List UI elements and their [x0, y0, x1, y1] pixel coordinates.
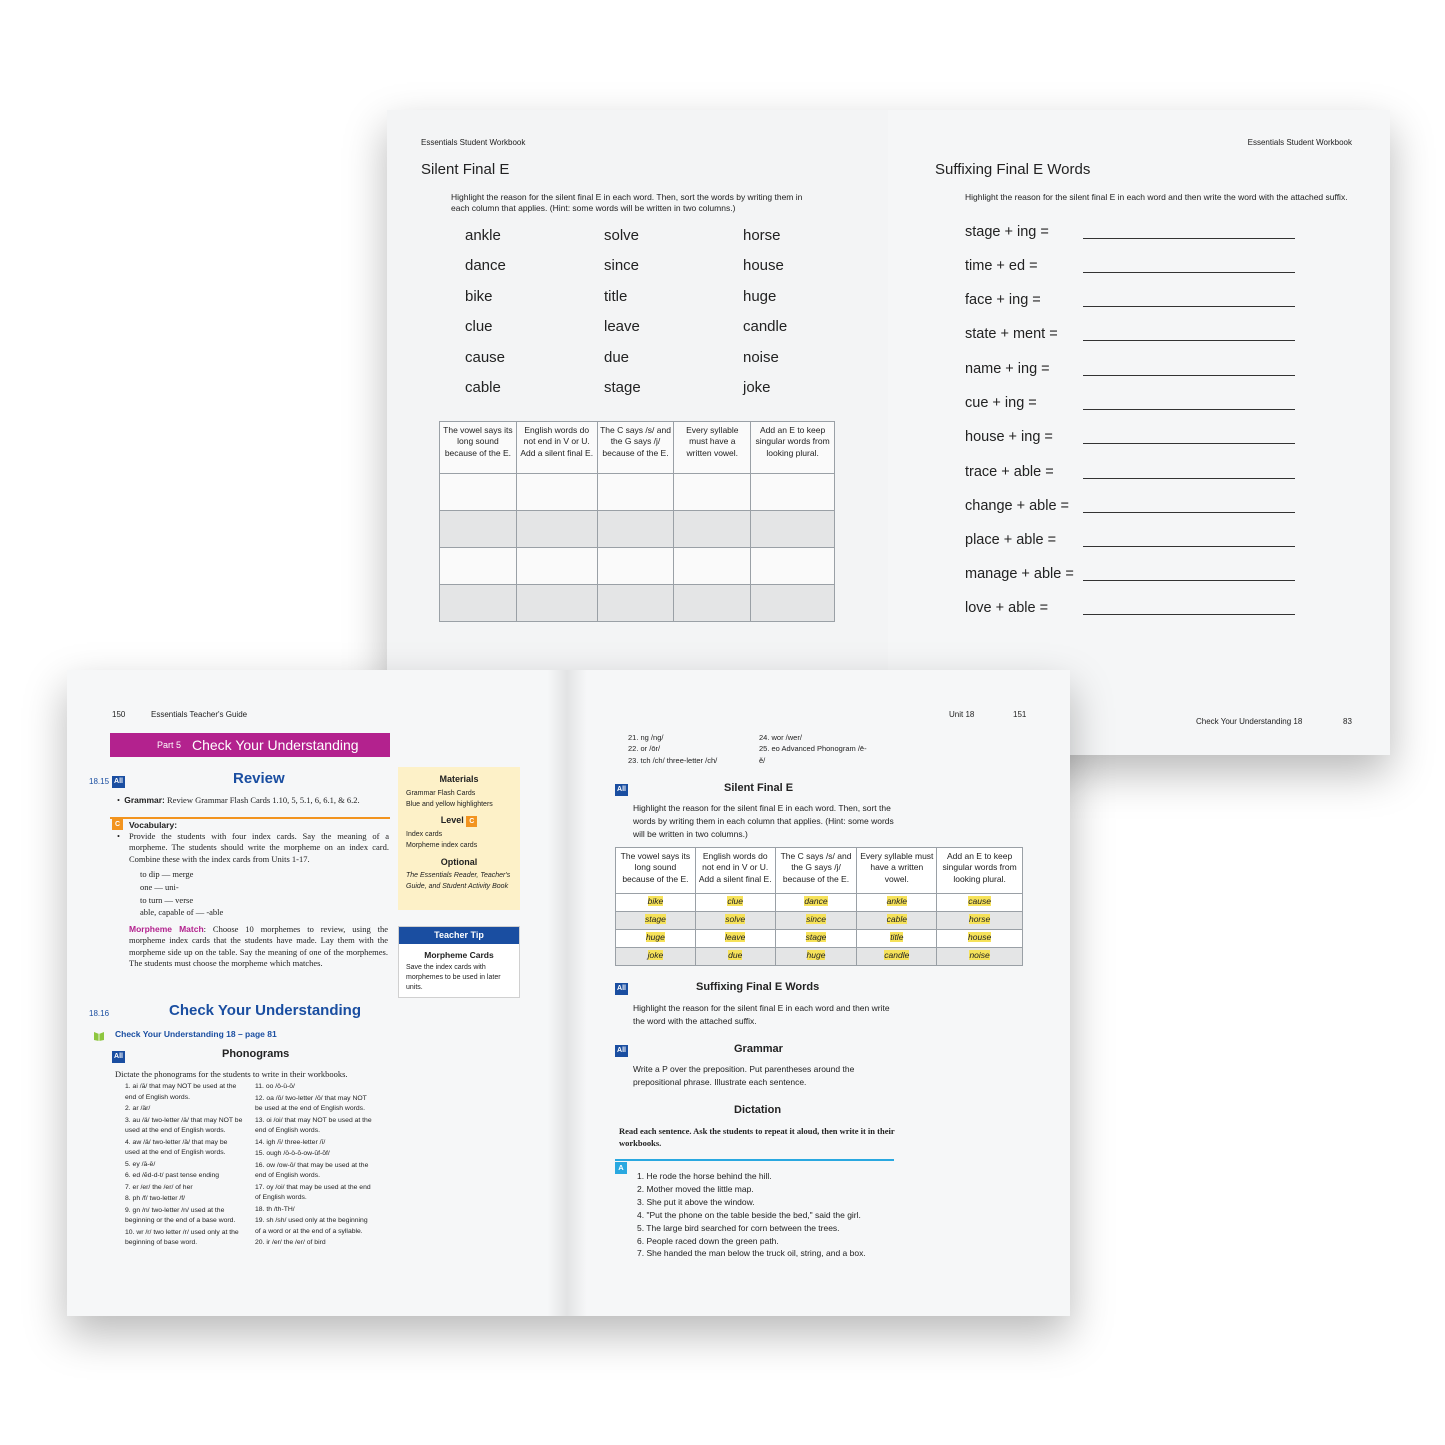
- table-cell: title: [857, 930, 937, 948]
- suffix-list: [965, 224, 1305, 644]
- answer-line[interactable]: [1083, 340, 1295, 341]
- table-cell[interactable]: [674, 511, 751, 548]
- all-badge: All: [615, 1045, 628, 1057]
- page-header: Essentials Student Workbook: [1247, 138, 1352, 147]
- materials-item: Grammar Flash Cards: [406, 790, 476, 797]
- table-cell[interactable]: [751, 548, 835, 585]
- phonogram-item: 22. or /ōr/: [628, 744, 661, 754]
- c-badge: C: [112, 819, 123, 830]
- phonograms-intro: Dictate the phonograms for the students to write in their workbooks.: [115, 1069, 348, 1079]
- sentence: 2. Mother moved the little map.: [637, 1183, 754, 1194]
- table-cell: cause: [937, 894, 1023, 912]
- word: dance: [465, 257, 506, 275]
- table-header: Add an E to keep singular words from looking plural.: [937, 848, 1023, 894]
- sentence: 5. The large bird searched for corn between the trees.: [637, 1222, 840, 1233]
- word-column-3: [743, 227, 787, 409]
- workbook-left-page: [387, 110, 888, 755]
- phonogram-item: 18. th /th-TH/: [255, 1205, 295, 1213]
- table-header: English words do not end in V or U. Add a silent final E.: [516, 422, 597, 474]
- vocab-list: [140, 868, 223, 919]
- answer-table: [615, 847, 1023, 966]
- dictation-intro: Read each sentence. Ask the students to repeat it aloud, then write it in their workbooks.: [619, 1126, 895, 1149]
- level-heading: [398, 815, 520, 827]
- suffix-item: time + ed =: [965, 258, 1038, 274]
- book-icon: [94, 1028, 104, 1038]
- suffix-item: name + ing =: [965, 361, 1050, 377]
- table-header: Every syllable must have a written vowel.: [674, 422, 751, 474]
- morpheme-label: Morpheme Match: [129, 924, 204, 934]
- sentence: 6. People raced down the green path.: [637, 1235, 779, 1246]
- suffix-item: stage + ing =: [965, 224, 1049, 240]
- table-cell: huge: [616, 930, 696, 948]
- answer-line[interactable]: [1083, 546, 1295, 547]
- table-cell[interactable]: [440, 511, 517, 548]
- word: house: [743, 257, 784, 275]
- phonogram-item: 15. ough /ō-ö-ŏ-ow-ŭf-ŏf/: [255, 1150, 330, 1158]
- suffix-item: manage + able =: [965, 566, 1074, 582]
- table-cell[interactable]: [674, 474, 751, 511]
- phonogram-column-1: [125, 1082, 243, 1250]
- teacher-tip-text: Save the index cards with morphemes to be used in later units.: [406, 964, 501, 992]
- phonogram-item: 17. oy /oi/ that may be used at the end of English words.: [255, 1183, 371, 1202]
- sort-table: [439, 421, 835, 622]
- suffix-text: Highlight the reason for the silent final E in each word and then write the word with the attached suffix.: [633, 1003, 890, 1026]
- instructions: Highlight the reason for the silent final E in each word and then write the word with the attached suffix.: [965, 192, 1348, 202]
- table-cell: huge: [775, 948, 857, 966]
- phonogram-item: 10. wr /r/ two letter /r/ used only at the beginning of base word.: [125, 1228, 239, 1247]
- teacher-tip-title: Morpheme Cards: [424, 950, 494, 960]
- suffix-item: state + ment =: [965, 326, 1058, 342]
- word: ankle: [465, 227, 501, 244]
- phonogram-item: 12. oa /ō/ two-letter /ō/ that may NOT be used at the end of English words.: [255, 1094, 367, 1113]
- phonogram-item: 5. ey /ā-ē/: [125, 1160, 156, 1168]
- table-cell: ankle: [857, 894, 937, 912]
- table-cell[interactable]: [597, 548, 674, 585]
- table-header: The C says /s/ and the G says /j/ because of the E.: [775, 848, 857, 894]
- phonogram-item: 13. oi /oi/ that may NOT be used at the end of English words.: [255, 1116, 372, 1135]
- part-banner: [110, 733, 390, 757]
- word-column-1: [465, 227, 506, 409]
- phonogram-item: 24. wor /wer/: [759, 733, 802, 742]
- phonogram-item: 6. ed /ĕd-d-t/ past tense ending: [125, 1172, 220, 1180]
- vocab-item: able, capable of — -able: [140, 907, 224, 918]
- answer-line[interactable]: [1083, 238, 1295, 239]
- answer-line[interactable]: [1083, 409, 1295, 410]
- level-item: Morpheme index cards: [406, 842, 478, 850]
- spine-shadow: [547, 670, 587, 1316]
- answer-line[interactable]: [1083, 478, 1295, 479]
- table-cell: since: [775, 912, 857, 930]
- suffix-title: Suffixing Final E Words: [696, 981, 820, 993]
- part-title: Check Your Understanding: [192, 737, 359, 753]
- phonogram-item: 25. eo Advanced Phonogram /ē-ĕ/: [759, 744, 867, 765]
- vocab-item: to turn — verse: [140, 894, 194, 905]
- word: clue: [465, 318, 493, 336]
- word: stage: [604, 378, 641, 396]
- table-cell[interactable]: [674, 548, 751, 585]
- grammar-label: Grammar:: [124, 795, 165, 805]
- word: candle: [743, 318, 788, 336]
- level-list: [406, 829, 477, 851]
- grammar-title: Grammar: [734, 1043, 783, 1055]
- phonogram-item: 7. er /er/ the /er/ of her: [125, 1183, 193, 1191]
- a-badge: A: [615, 1162, 627, 1174]
- table-cell[interactable]: [751, 474, 835, 511]
- word-column-2: [604, 227, 641, 409]
- morpheme-text: : Choose 10 morphemes to review, using the morpheme index cards that the students have made. Lay them with the morpheme side up on the table. Say the meaning of one of the morphemes. The students must choose the morpheme which matches.: [129, 924, 388, 969]
- table-cell[interactable]: [597, 474, 674, 511]
- table-cell: stage: [775, 930, 857, 948]
- answer-line[interactable]: [1083, 614, 1295, 615]
- footer-page-number: 83: [1343, 717, 1352, 726]
- word: horse: [743, 227, 781, 244]
- sentence: 4. "Put the phone on the table beside the bed," said the girl.: [637, 1209, 861, 1220]
- workbook-right-page: [888, 110, 1390, 755]
- answer-line[interactable]: [1083, 443, 1295, 444]
- phonogram-item: 20. ir /er/ the /er/ of bird: [255, 1239, 326, 1247]
- table-cell[interactable]: [597, 585, 674, 622]
- word: solve: [604, 227, 640, 244]
- c-badge: C: [466, 816, 477, 827]
- page-header: Essentials Teacher's Guide: [151, 710, 248, 719]
- table-cell[interactable]: [516, 548, 597, 585]
- phonogram-item: 8. ph /f/ two-letter /f/: [125, 1195, 186, 1203]
- phonogram-item: 1. ai /ā/ that may NOT be used at the end of English words.: [125, 1083, 237, 1101]
- sentence: 1. He rode the horse behind the hill.: [637, 1171, 772, 1181]
- word: joke: [743, 378, 771, 396]
- dictation-sentences: [637, 1170, 866, 1260]
- phonogram-continued-1: [628, 732, 717, 766]
- phonogram-item: 9. gn /n/ two-letter /n/ used at the beginning or the end of a base word.: [125, 1206, 236, 1225]
- silent-final-e-text: Highlight the reason for the silent final E in each word. Then, sort the words by writing them in each column that applies. (Hint: some words will be written in two columns.): [633, 803, 894, 839]
- word: huge: [743, 287, 777, 305]
- phonogram-item: 19. sh /sh/ used only at the beginning of a word or at the end of a syllable.: [255, 1217, 368, 1235]
- suffix-item: face + ing =: [965, 292, 1041, 308]
- instructions: Highlight the reason for the silent final E in each word. Then, sort the words by writing them in each column that applies. (Hint: some words will be written in two columns.): [451, 192, 803, 214]
- teacher-tip-box: [398, 926, 520, 998]
- phonogram-item: 4. aw /ä/ two-letter /ä/ that may be used at the end of English words.: [125, 1138, 228, 1157]
- table-cell: dance: [775, 894, 857, 912]
- suffix-item: house + ing =: [965, 429, 1053, 445]
- vocab-divider: [110, 817, 390, 819]
- unit-label: Unit 18: [949, 710, 975, 719]
- dictation-divider: [615, 1159, 894, 1161]
- page-header: Essentials Student Workbook: [421, 138, 526, 147]
- table-header: Every syllable must have a written vowel.: [857, 848, 937, 894]
- footer-label: Check Your Understanding 18: [1196, 717, 1303, 726]
- table-cell: stage: [616, 912, 696, 930]
- phonogram-column-2: [255, 1082, 373, 1250]
- all-badge: All: [615, 983, 628, 995]
- suffix-item: place + able =: [965, 532, 1057, 548]
- materials-item: Blue and yellow highlighters: [406, 801, 493, 809]
- grammar-bullet: • Grammar: Review Grammar Flash Cards 1.10, 5, 5.1, 6, 6.1, & 6.2.: [117, 795, 360, 805]
- suffix-item: trace + able =: [965, 464, 1054, 480]
- page-number: 151: [1013, 710, 1027, 719]
- cyu-title: Check Your Understanding: [169, 1002, 361, 1019]
- table-cell: leave: [695, 930, 775, 948]
- answer-line[interactable]: [1083, 375, 1295, 376]
- vocab-item: one — uni-: [140, 881, 179, 892]
- page-number: 150: [112, 710, 126, 719]
- phonogram-item: 3. au /ä/ two-letter /ä/ that may NOT be used at the end of English words.: [125, 1116, 243, 1135]
- all-badge: All: [112, 1051, 125, 1063]
- table-cell: cable: [857, 912, 937, 930]
- table-cell: solve: [695, 912, 775, 930]
- table-cell: house: [937, 930, 1023, 948]
- cyu-link[interactable]: Check Your Understanding 18 – page 81: [115, 1029, 277, 1039]
- table-cell[interactable]: [751, 585, 835, 622]
- section-number: 18.16: [89, 1009, 110, 1018]
- word: noise: [743, 348, 779, 366]
- table-header: The vowel says its long sound because of the E.: [440, 422, 517, 474]
- vocab-item: to dip — merge: [140, 869, 194, 879]
- suffix-item: change + able =: [965, 498, 1070, 514]
- part-label: Part 5: [157, 740, 182, 750]
- table-cell[interactable]: [440, 548, 517, 585]
- materials-box: [398, 767, 520, 910]
- word: bike: [465, 287, 493, 305]
- review-title: Review: [233, 770, 285, 787]
- table-cell: horse: [937, 912, 1023, 930]
- level-item: Index cards: [406, 831, 443, 838]
- table-cell[interactable]: [516, 474, 597, 511]
- phonogram-item: 11. oo /ö-ü-ō/: [255, 1083, 295, 1090]
- word: leave: [604, 318, 640, 336]
- phonogram-continued-2: [759, 732, 869, 766]
- table-cell[interactable]: [597, 511, 674, 548]
- table-cell: noise: [937, 948, 1023, 966]
- phonogram-item: 14. igh /ī/ three-letter /ī/: [255, 1138, 326, 1146]
- table-cell[interactable]: [440, 585, 517, 622]
- word: title: [604, 287, 628, 305]
- table-cell: bike: [616, 894, 696, 912]
- workbook-spread: [387, 110, 1390, 755]
- word: cause: [465, 348, 506, 366]
- all-badge: All: [615, 784, 628, 796]
- table-cell: clue: [695, 894, 775, 912]
- sentence: 7. She handed the man below the truck oil, string, and a box.: [637, 1248, 866, 1259]
- phonogram-item: 23. tch /ch/ three-letter /ch/: [628, 755, 718, 765]
- optional-label: Optional: [440, 857, 478, 867]
- teacher-tip-header: Teacher Tip: [399, 927, 519, 944]
- phonogram-item: 21. ng /ng/: [628, 733, 664, 742]
- grammar-text: Write a P over the preposition. Put parentheses around the prepositional phrase. Illustrate each sentence.: [633, 1064, 855, 1087]
- silent-final-e-title: Silent Final E: [724, 782, 794, 794]
- section-number: 18.15: [89, 777, 110, 786]
- dictation-title: Dictation: [734, 1104, 782, 1116]
- page-title: Suffixing Final E Words: [935, 161, 1091, 178]
- table-cell[interactable]: [751, 511, 835, 548]
- table-cell: candle: [857, 948, 937, 966]
- level-label: Level: [440, 815, 464, 825]
- grammar-text: Review Grammar Flash Cards 1.10, 5, 5.1, 6, 6.1, & 6.2.: [167, 795, 360, 805]
- materials-title: Materials: [439, 774, 479, 784]
- optional-text: The Essentials Reader, Teacher's Guide, and Student Activity Book: [406, 872, 511, 890]
- page-title: Silent Final E: [421, 161, 510, 178]
- word: cable: [465, 378, 501, 396]
- suffix-item: love + able =: [965, 600, 1049, 616]
- suffix-item: cue + ing =: [965, 395, 1037, 411]
- table-cell[interactable]: [516, 585, 597, 622]
- table-header: Add an E to keep singular words from looking plural.: [751, 422, 835, 474]
- table-cell: due: [695, 948, 775, 966]
- table-cell[interactable]: [440, 474, 517, 511]
- table-header: The C says /s/ and the G says /j/ because of the E.: [597, 422, 674, 474]
- phonogram-item: 16. ow /ow-ō/ that may be used at the end of English words.: [255, 1161, 369, 1180]
- table-cell: joke: [616, 948, 696, 966]
- table-cell[interactable]: [674, 585, 751, 622]
- table-cell[interactable]: [516, 511, 597, 548]
- guide-spread: [67, 670, 1070, 1316]
- materials-list: [406, 788, 493, 810]
- answer-line[interactable]: [1083, 306, 1295, 307]
- sentence: 3. She put it above the window.: [637, 1196, 755, 1207]
- word: due: [604, 348, 630, 366]
- table-header: English words do not end in V or U. Add a silent final E.: [695, 848, 775, 894]
- vocab-label: Vocabulary:: [129, 820, 178, 830]
- word: since: [604, 257, 640, 275]
- answer-line[interactable]: [1083, 580, 1295, 581]
- answer-line[interactable]: [1083, 512, 1295, 513]
- phonogram-item: 2. ar /är/: [125, 1105, 151, 1113]
- phonograms-title: Phonograms: [222, 1048, 290, 1060]
- all-badge: All: [112, 776, 125, 788]
- answer-line[interactable]: [1083, 272, 1295, 273]
- table-header: The vowel says its long sound because of the E.: [616, 848, 696, 894]
- morpheme-match: [129, 924, 388, 970]
- vocab-text: • Provide the students with four index cards. Say the meaning of a morpheme. The students should write the morpheme on an index card. Combine these with the index cards from Units 1-17.: [117, 831, 389, 864]
